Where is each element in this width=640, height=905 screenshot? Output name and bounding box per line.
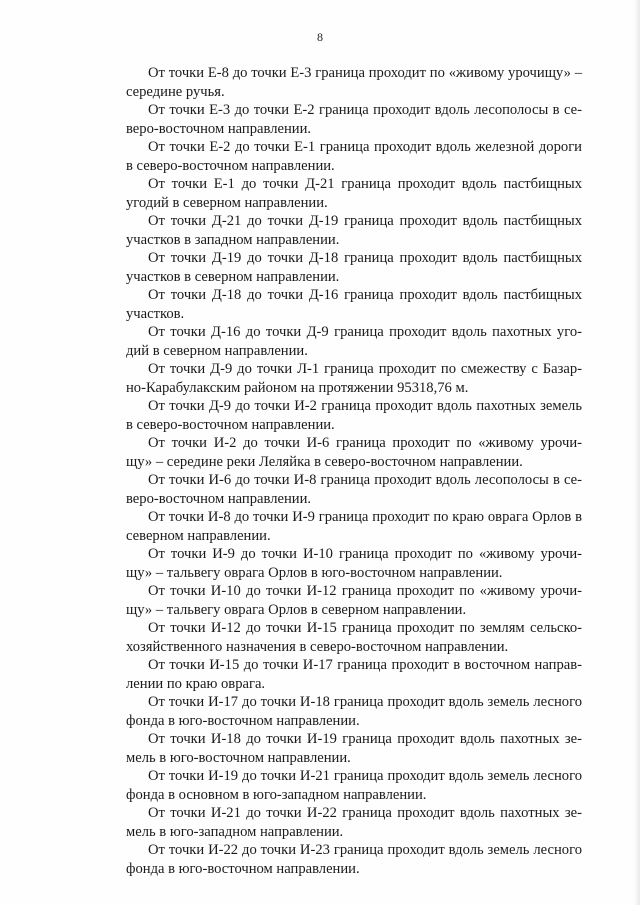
paragraph-line: От точки Д-21 до точки Д-19 граница проходит вдоль пастбищных (148, 213, 582, 229)
paragraph (126, 101, 582, 138)
paragraph-line: От точки И-12 до точки И-15 граница проходит по землям сельско- (148, 620, 582, 636)
paragraph (126, 286, 582, 323)
paragraph-line: От точки Е-8 до точки Е-3 граница проходит по «живому урочищу» – (148, 65, 582, 81)
paragraph-line: лении по краю оврага. (126, 675, 266, 692)
paragraph (126, 323, 582, 360)
paragraph-line: От точки Е-3 до точки Е-2 граница проходит вдоль лесополосы в се- (148, 102, 582, 118)
paragraph-line: От точки И-6 до точки И-8 граница проходит вдоль лесополосы в се- (148, 472, 582, 488)
page-number: 8 (317, 30, 323, 44)
paragraph (126, 841, 582, 878)
paragraph (126, 656, 582, 693)
paragraph (126, 693, 582, 730)
paragraph-line: дий в северном направлении. (126, 342, 308, 359)
paragraph-line: От точки И-18 до точки И-19 граница проходит вдоль пахотных зе- (148, 731, 582, 747)
paragraph-line: От точки Е-1 до точки Д-21 граница проходит вдоль пастбищных (148, 176, 582, 192)
paragraph-line: участков. (126, 305, 185, 322)
paragraph-line: северном направлении. (126, 527, 271, 544)
paragraph (126, 138, 582, 175)
paragraph-line: но-Карабулакским районом на протяжении 95318,76 м. (126, 379, 469, 396)
paragraph (126, 582, 582, 619)
paragraph-line: От точки Д-9 до точки И-2 граница проходит вдоль пахотных земель (148, 398, 582, 414)
paragraph-line: фонда в юго-восточном направлении. (126, 860, 360, 877)
paragraph-line: От точки И-2 до точки И-6 граница проходит по «живому урочи- (148, 435, 582, 451)
paragraph-line: щу» – тальвегу оврага Орлов в юго-восточном направлении. (126, 564, 503, 581)
page-edge-shadow (634, 0, 640, 905)
paragraph-line: веро-восточном направлении. (126, 120, 312, 137)
paragraph (126, 804, 582, 841)
paragraph-line: щу» – середине реки Леляйка в северо-восточном направлении. (126, 453, 523, 470)
paragraph-line: От точки Е-2 до точки Е-1 граница проходит вдоль железной дороги (148, 139, 582, 155)
paragraph-line: хозяйственного назначения в северо-восточном направлении. (126, 638, 509, 655)
paragraph-line: От точки Д-18 до точки Д-16 граница проходит вдоль пастбищных (148, 287, 582, 303)
paragraph-line: От точки И-17 до точки И-18 граница проходит вдоль земель лесного (148, 694, 582, 710)
paragraph-line: в северо-восточном направлении. (126, 416, 335, 433)
paragraph-line: От точки И-19 до точки И-21 граница проходит вдоль земель лесного (148, 768, 582, 784)
paragraph-line: От точки И-9 до точки И-10 граница проходит по «живому урочи- (148, 546, 582, 562)
paragraph (126, 212, 582, 249)
paragraph-line: щу» – тальвегу оврага Орлов в северном направлении. (126, 601, 467, 618)
paragraph (126, 64, 582, 101)
paragraph-line: веро-восточном направлении. (126, 490, 312, 507)
paragraph-line: фонда в основном в юго-западном направлении. (126, 786, 427, 803)
paragraph-line: середине ручья. (126, 83, 225, 100)
paragraph-line: участков в северном направлении. (126, 268, 340, 285)
paragraph (126, 360, 582, 397)
paragraph (126, 471, 582, 508)
paragraph-line: От точки Д-16 до точки Д-9 граница проходит вдоль пахотных уго- (148, 324, 582, 340)
paragraph (126, 249, 582, 286)
paragraph-line: в северо-восточном направлении. (126, 157, 335, 174)
paragraph-line: От точки И-22 до точки И-23 граница проходит вдоль земель лесного (148, 842, 582, 858)
paragraph (126, 175, 582, 212)
paragraph-line: От точки Д-9 до точки Л-1 граница проходит по смежеству с Базар- (148, 361, 582, 377)
paragraph-line: От точки Д-19 до точки Д-18 граница проходит вдоль пастбищных (148, 250, 582, 266)
document-body (126, 64, 582, 878)
paragraph-line: От точки И-21 до точки И-22 граница проходит вдоль пахотных зе- (148, 805, 582, 821)
paragraph-line: мель в юго-западном направлении. (126, 823, 344, 840)
paragraph (126, 397, 582, 434)
paragraph (126, 619, 582, 656)
paragraph-line: фонда в юго-восточном направлении. (126, 712, 360, 729)
paragraph-line: От точки И-10 до точки И-12 граница проходит по «живому урочи- (148, 583, 582, 599)
paragraph (126, 545, 582, 582)
paragraph-line: угодий в северном направлении. (126, 194, 328, 211)
paragraph-line: От точки И-15 до точки И-17 граница проходит в восточном направ- (148, 657, 582, 673)
paragraph (126, 767, 582, 804)
paragraph-line: участков в западном направлении. (126, 231, 340, 248)
paragraph (126, 508, 582, 545)
paragraph-line: От точки И-8 до точки И-9 граница проходит по краю оврага Орлов в (148, 509, 582, 525)
paragraph-line: мель в юго-восточном направлении. (126, 749, 351, 766)
paragraph (126, 434, 582, 471)
paragraph (126, 730, 582, 767)
